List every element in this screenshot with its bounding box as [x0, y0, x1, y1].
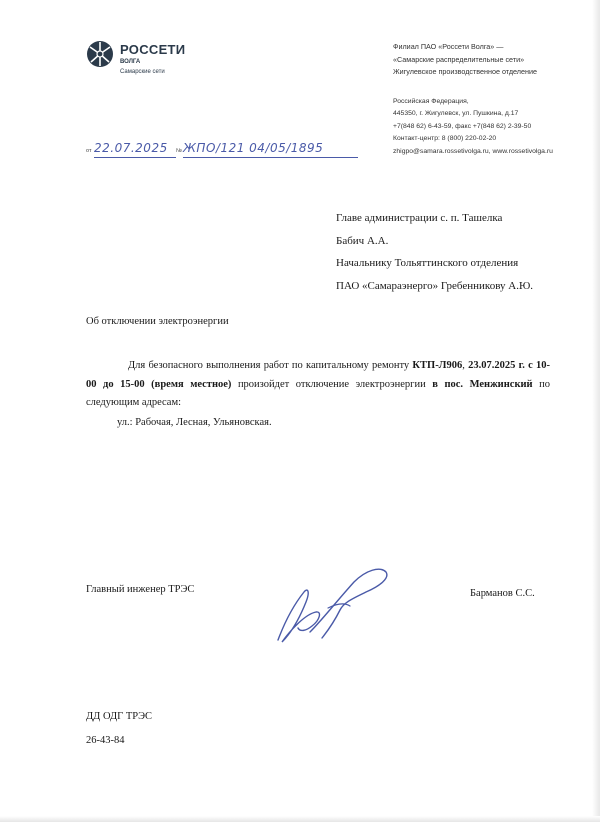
handwritten-number: ЖПО/121 04/05/1895: [183, 141, 324, 155]
rosseti-logo-icon: [86, 40, 114, 68]
company-logo: [86, 38, 226, 84]
streets-list: ул.: Рабочая, Лесная, Ульяновская.: [117, 417, 272, 428]
address-line: zhigpo@samara.rossetivolga.ru, www.rossetivolga.ru: [393, 147, 553, 155]
reference-line: [86, 140, 366, 162]
date-underline: [94, 157, 176, 158]
signer-role: Главный инженер ТРЭС: [86, 584, 195, 595]
number-prefix: №: [176, 148, 182, 154]
executor-phone: 26-43-84: [86, 735, 125, 746]
addressee-line: Бабич А.А.: [336, 234, 389, 247]
address-line: Контакт-центр: 8 (800) 220-02-20: [393, 135, 497, 143]
body-text: Для безопасного выполнения работ по капитальному ремонту: [128, 360, 413, 371]
body-text: ,: [462, 360, 469, 371]
handwritten-signature: [270, 562, 400, 652]
date-prefix: от: [86, 148, 92, 154]
addressee-line: Начальнику Тольяттинского отделения: [336, 257, 519, 269]
executor-dept: ДД ОДГ ТРЭС: [86, 711, 153, 722]
addressee-block: [336, 207, 586, 297]
logo-name: РОССЕТИ: [120, 42, 186, 57]
org-line: Филиал ПАО «Россети Волга» —: [393, 42, 504, 51]
logo-subtitle-2: Самарские сети: [120, 69, 165, 75]
address-line: Российская Федерация,: [393, 98, 469, 105]
logo-subtitle: ВОЛГА: [120, 59, 141, 65]
addressee-line: ПАО «Самараэнерго» Гребенникову А.Ю.: [336, 279, 534, 292]
body-bold-datetime: 23.07.2025 г. с 10-00 до 15-00 (время местное): [86, 360, 550, 390]
org-line: Жигулевское производственное отделение: [393, 67, 537, 76]
handwritten-date: 22.07.2025: [94, 141, 168, 155]
subject-line: Об отключении электроэнергии: [86, 316, 229, 327]
org-line: «Самарские распределительные сети»: [393, 54, 525, 64]
number-underline: [183, 157, 358, 158]
address-block: [393, 96, 593, 158]
body-bold-location: в пос. Менжинский: [432, 378, 533, 390]
body-paragraph: [86, 357, 550, 413]
organization-block: [393, 41, 593, 79]
body-text: по следующим адресам:: [86, 378, 550, 409]
addressee-line: Главе администрации с. п. Ташелка: [336, 212, 503, 224]
page-edge: [0, 816, 600, 822]
page-edge: [592, 0, 600, 822]
body-text: произойдет отключение электроэнергии: [231, 378, 433, 390]
body-bold-object: КТП-Л906: [412, 360, 463, 371]
address-line: 445350, г. Жигулевск, ул. Пушкина, д.17: [393, 110, 519, 118]
signer-name: Барманов С.С.: [470, 588, 535, 599]
address-line: +7(848 62) 6-43-59, факс +7(848 62) 2-39-50: [393, 122, 532, 130]
